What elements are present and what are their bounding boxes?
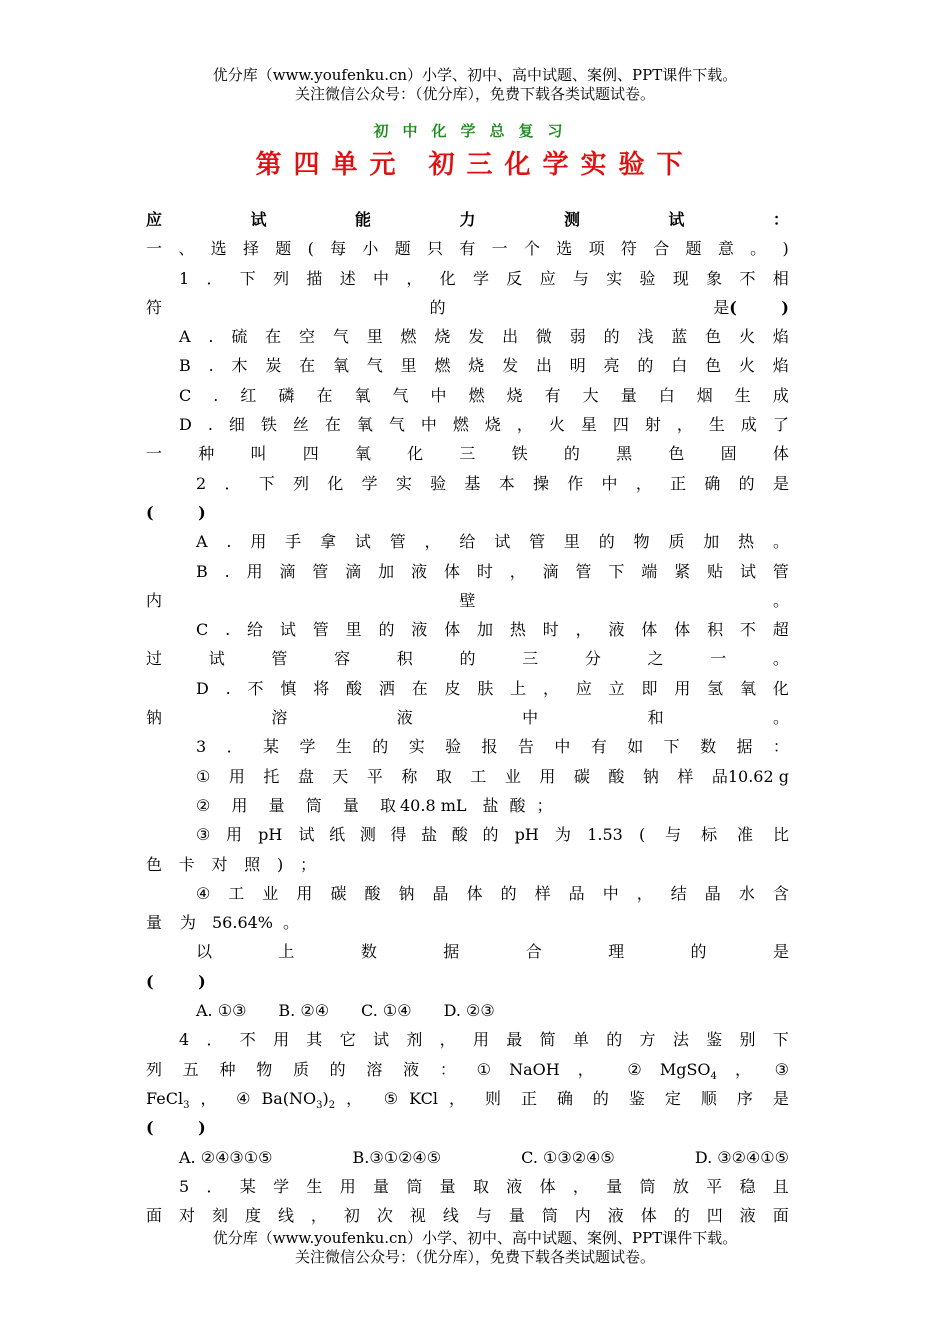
q2-option-a-text: A . 用 手 拿 试 管 ， 给 试 管 里 的 物 质 加 热 。 xyxy=(196,532,789,552)
header-line-1: 优分库（www.youfenku.cn）小学、初中、高中试题、案例、PPT课件下载。 xyxy=(212,66,738,84)
q1-option-b xyxy=(146,351,789,380)
section-title-text: 应 试 能 力 测 试 ： xyxy=(146,210,789,229)
page-title: 第四单元 初三化学实验下 xyxy=(255,150,695,180)
q3-question-line xyxy=(146,937,789,966)
q4-comma-4: ， ④ xyxy=(200,1088,251,1108)
q1-option-c xyxy=(146,381,789,410)
subtitle: 初中化学总复习 xyxy=(373,122,577,140)
q3-item-2-pre: ② 用 量 筒 量 取 xyxy=(196,795,396,815)
q3-options xyxy=(146,996,789,1025)
q3-item-3-ph1: pH xyxy=(258,825,283,845)
q4-comma-3: ， ③ xyxy=(735,1059,789,1079)
page-footer xyxy=(0,1229,950,1267)
q5-line-2 xyxy=(146,1201,789,1230)
q3-item-4-post: 。 xyxy=(283,913,300,933)
q4-mgso4-sub: 4 xyxy=(710,1070,717,1082)
q3-option-c: C. ①④ xyxy=(361,1001,412,1021)
footer-line-1: 优分库（www.youfenku.cn）小学、初中、高中试题、案例、PPT课件下载。 xyxy=(212,1229,738,1247)
q3-item-3-mid: 试 纸 测 得 盐 酸 的 xyxy=(298,825,499,845)
q2-option-d-cont xyxy=(146,703,789,732)
q1-stem-b: 符 的 是 xyxy=(146,297,730,317)
q3-stem-line xyxy=(146,732,789,761)
q5-stem-line xyxy=(146,1172,789,1201)
q3-item-4-value: 56.64% xyxy=(212,913,274,933)
q3-answer-paren: ( ) xyxy=(146,971,206,991)
q4-mgso4-base: MgSO xyxy=(659,1059,711,1079)
q3-item-3-ph2: pH xyxy=(514,825,539,845)
q3-item-4-cont xyxy=(146,908,789,937)
q3-item-2 xyxy=(146,791,789,820)
q4-fecl3 xyxy=(146,1084,189,1113)
q4-fecl3-base: FeCl xyxy=(146,1088,184,1108)
q3-item-2-post: 盐 酸 ； xyxy=(482,795,553,815)
q3-paren-line xyxy=(146,967,789,996)
q3-item-3-pre: ③ 用 xyxy=(196,825,242,845)
q2-option-c-text-1: C . 给 试 管 里 的 液 体 加 热 时 ， 液 体 体 积 不 超 xyxy=(196,620,789,640)
q4-options xyxy=(146,1143,789,1172)
q3-item-4-pre: 量 为 xyxy=(146,913,196,933)
q4-comma-2: ， ② xyxy=(577,1059,642,1079)
q4-option-a: A. ②④③①⑤ xyxy=(179,1147,273,1167)
q2-stem: 2 ． 下 列 化 学 实 验 基 本 操 作 中 ， 正 确 的 是 xyxy=(196,473,789,493)
q3-question: 以 上 数 据 合 理 的 是 xyxy=(196,942,789,962)
q1-option-d-cont xyxy=(146,439,789,468)
q2-option-d-text-2: 钠 溶 液 中 和 。 xyxy=(146,708,789,728)
q1-option-c-text: C . 红 磷 在 氧 气 中 燃 烧 有 大 量 白 烟 生 成 xyxy=(179,385,789,405)
q3-item-3-cont xyxy=(146,850,789,879)
q1-option-d-text-2: 一 种 叫 四 氧 化 三 铁 的 黑 色 固 体 xyxy=(146,444,789,464)
q4-line-2 xyxy=(146,1055,789,1084)
q3-item-4 xyxy=(146,879,789,908)
q2-stem-line xyxy=(146,469,789,498)
q1-answer-paren: ( ) xyxy=(729,297,789,317)
q4-bano3-sub1: 3 xyxy=(316,1100,323,1112)
section-title xyxy=(146,205,789,234)
q4-bano3-b: ) xyxy=(322,1088,329,1108)
q2-option-a xyxy=(146,527,789,556)
q1-stem-line-2 xyxy=(146,293,789,322)
q1-option-a-text: A . 硫 在 空 气 里 燃 烧 发 出 微 弱 的 浅 蓝 色 火 焰 xyxy=(179,327,789,347)
q2-answer-paren: ( ) xyxy=(146,502,206,522)
q4-bano3 xyxy=(261,1084,335,1113)
q1-option-d xyxy=(146,410,789,439)
q2-option-b xyxy=(146,557,789,586)
q3-item-1 xyxy=(146,762,789,791)
document-body xyxy=(146,205,789,1230)
q3-item-2-value: 40.8 mL xyxy=(400,795,467,815)
q2-paren-line xyxy=(146,498,789,527)
q3-item-4-line1: ④ 工 业 用 碳 酸 钠 晶 体 的 样 品 中 ， 结 晶 水 含 xyxy=(196,883,789,903)
q1-option-b-text: B . 木 炭 在 氧 气 里 燃 烧 发 出 明 亮 的 白 色 火 焰 xyxy=(179,356,789,376)
q4-line3-post: ， 则 正 确 的 鉴 定 顺 序 是 xyxy=(448,1088,789,1108)
q4-answer-paren: ( ) xyxy=(146,1118,206,1138)
q1-option-d-text-1: D . 细 铁 丝 在 氧 气 中 燃 烧 ， 火 星 四 射 ， 生 成 了 xyxy=(179,415,789,435)
q3-item-3-value: 1.53 xyxy=(587,825,623,845)
q4-option-c: C. ①③②④⑤ xyxy=(521,1147,615,1167)
part1-title-text: 一 、 选 择 题 ( 每 小 题 只 有 一 个 选 项 符 合 题 意 。 ) xyxy=(146,239,789,259)
q4-line2-pre: 列 五 种 物 质 的 溶 液 ： ① xyxy=(146,1059,491,1079)
q3-item-1-value: 10.62 g xyxy=(727,766,789,786)
q2-option-b-text-1: B . 用 滴 管 滴 加 液 体 时 ， 滴 管 下 端 紧 贴 试 管 xyxy=(196,561,789,581)
q3-item-1-text: ① 用 托 盘 天 平 称 取 工 业 用 碳 酸 钠 样 品 xyxy=(196,766,728,786)
q2-option-b-cont xyxy=(146,586,789,615)
q2-option-b-text-2: 内 壁 。 xyxy=(146,590,789,610)
q5-stem: 5 ． 某 学 生 用 量 筒 量 取 液 体 ， 量 筒 放 平 稳 且 xyxy=(179,1176,789,1196)
q3-option-d: D. ②③ xyxy=(443,1001,495,1021)
q4-naoh: NaOH xyxy=(509,1059,560,1079)
q4-kcl: KCl xyxy=(409,1088,438,1108)
q3-item-3-mid2: 为 xyxy=(555,825,572,845)
q4-line-3 xyxy=(146,1084,789,1113)
part1-title xyxy=(146,234,789,263)
q1-option-a xyxy=(146,322,789,351)
q4-fecl3-sub: 3 xyxy=(183,1100,190,1112)
q4-stem-line xyxy=(146,1025,789,1054)
q3-stem: 3 ． 某 学 生 的 实 验 报 告 中 有 如 下 数 据 ： xyxy=(196,737,789,757)
q2-option-d xyxy=(146,674,789,703)
q4-bano3-a: Ba(NO xyxy=(261,1088,317,1108)
q3-option-b: B. ②④ xyxy=(278,1001,330,1021)
q4-bano3-sub2: 2 xyxy=(328,1100,336,1112)
q3-item-3 xyxy=(146,820,789,849)
q3-item-3-post: ( 与 标 准 比 xyxy=(638,825,789,845)
header-line-2: 关注微信公众号：（优分库），免费下载各类试题试卷。 xyxy=(294,85,655,103)
q4-paren-line xyxy=(146,1113,789,1142)
q1-stem-line xyxy=(146,264,789,293)
q2-option-c xyxy=(146,615,789,644)
q2-option-c-text-2: 过 试 管 容 积 的 三 分 之 一 。 xyxy=(146,649,789,669)
q4-mgso4 xyxy=(660,1055,717,1084)
q4-option-d: D. ③②④①⑤ xyxy=(694,1147,789,1167)
page-header xyxy=(0,66,950,104)
q4-option-b: B.③①②④⑤ xyxy=(352,1147,442,1167)
footer-line-2: 关注微信公众号：（优分库），免费下载各类试题试卷。 xyxy=(294,1248,655,1266)
q5-line2-text: 面 对 刻 度 线 ， 初 次 视 线 与 量 筒 内 液 体 的 凹 液 面 xyxy=(146,1206,789,1226)
q2-option-d-text-1: D . 不 慎 将 酸 洒 在 皮 肤 上 ， 应 立 即 用 氢 氧 化 xyxy=(196,678,789,698)
q3-option-a: A. ①③ xyxy=(196,1001,247,1021)
q1-stem-a: 1 ． 下 列 描 述 中 ， 化 学 反 应 与 实 验 现 象 不 相 xyxy=(179,268,789,288)
q2-option-c-cont xyxy=(146,644,789,673)
q4-stem: 4 ． 不 用 其 它 试 剂 ， 用 最 简 单 的 方 法 鉴 别 下 xyxy=(179,1030,789,1050)
q4-comma-5: ， ⑤ xyxy=(346,1088,399,1108)
q3-item-3-line2: 色 卡 对 照 ) ； xyxy=(146,854,316,874)
